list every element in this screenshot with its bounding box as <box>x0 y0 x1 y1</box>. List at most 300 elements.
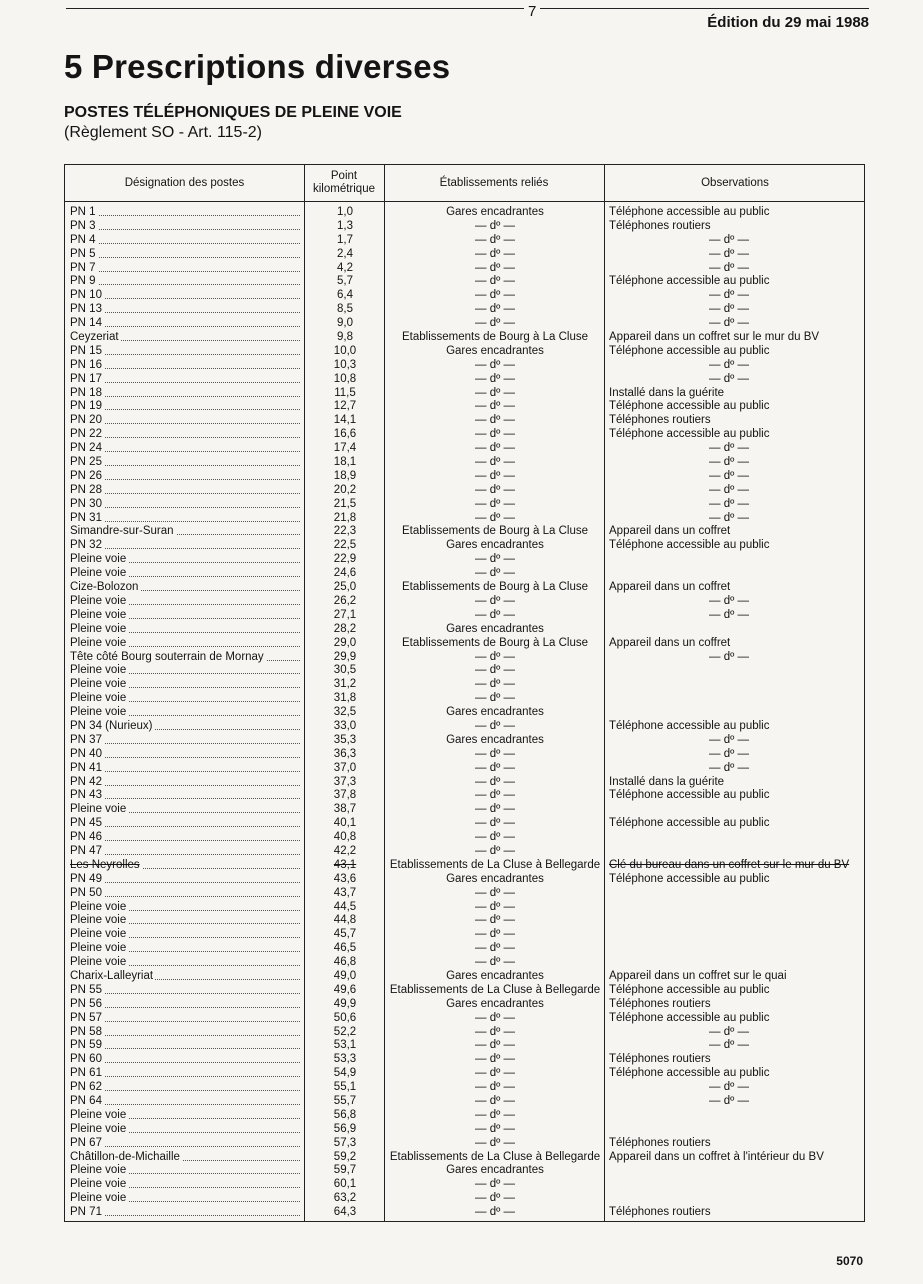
poste-name: Pleine voie <box>70 928 127 941</box>
table-row <box>65 720 864 734</box>
table-row <box>65 303 864 317</box>
poste-name: PN 10 <box>70 289 102 302</box>
point-kilometrique: 64,3 <box>333 1206 357 1219</box>
table-row <box>65 1151 864 1165</box>
point-kilometrique: 10,3 <box>333 358 357 371</box>
table-row <box>65 998 864 1012</box>
leader-dots <box>70 1007 300 1008</box>
etablissements-relies: — dº — <box>475 1178 515 1191</box>
table-row <box>65 595 864 609</box>
point-kilometrique: 9,8 <box>337 331 353 344</box>
etablissements-relies: Établissements de Bourg à La Cluse <box>401 581 589 594</box>
poste-designation <box>70 1151 300 1165</box>
etablissements-relies: — dº — <box>475 261 515 274</box>
observation: — dº — <box>709 469 749 482</box>
point-kilometrique: 12,7 <box>333 400 357 413</box>
etablissements-relies: — dº — <box>475 317 515 330</box>
etablissements-relies: — dº — <box>475 275 515 288</box>
point-kilometrique: 37,8 <box>333 789 357 802</box>
document-code: 5070 <box>836 1254 863 1268</box>
table-row <box>65 887 864 901</box>
poste-designation <box>70 553 300 567</box>
poste-designation <box>70 817 300 831</box>
leader-dots <box>70 326 300 327</box>
etablissements-relies: Établissements de Bourg à La Cluse <box>401 525 589 538</box>
etablissements-relies: — dº — <box>475 1192 515 1205</box>
etablissements-relies: — dº — <box>475 1206 515 1219</box>
etablissements-relies: — dº — <box>475 942 515 955</box>
observation: Téléphone accessible au public <box>609 206 770 218</box>
poste-name: Pleine voie <box>70 1164 127 1177</box>
poste-name: Simandre-sur-Suran <box>70 525 174 538</box>
poste-designation <box>70 1137 300 1151</box>
header-rule <box>66 3 869 20</box>
poste-designation <box>70 706 300 720</box>
table-row <box>65 748 864 762</box>
observation: Téléphone accessible au public <box>609 789 770 802</box>
leader-dots <box>70 507 300 508</box>
leader-dots <box>70 215 300 216</box>
poste-name: PN 61 <box>70 1067 102 1080</box>
header-etablissements: Établissements reliés <box>439 176 549 189</box>
observation <box>609 1109 865 1123</box>
etablissements-relies: — dº — <box>475 1136 515 1149</box>
point-kilometrique: 45,7 <box>333 928 357 941</box>
table-row <box>65 1039 864 1053</box>
table-row <box>65 470 864 484</box>
observation: Téléphone accessible au public <box>609 539 770 552</box>
point-kilometrique: 53,3 <box>333 1053 357 1066</box>
poste-name: PN 25 <box>70 456 102 469</box>
poste-designation <box>70 234 300 248</box>
point-kilometrique: 46,8 <box>333 956 357 969</box>
table-row <box>65 525 864 539</box>
observation <box>609 1164 865 1178</box>
observation: Téléphones routiers <box>609 1136 711 1149</box>
table-body <box>65 206 864 1220</box>
observation: Appareil dans un coffret sur le quai <box>609 969 787 982</box>
table-row <box>65 1192 864 1206</box>
poste-designation <box>70 414 300 428</box>
leader-dots <box>70 1146 300 1147</box>
table-row <box>65 428 864 442</box>
etablissements-relies: — dº — <box>475 1067 515 1080</box>
poste-name: PN 15 <box>70 344 102 357</box>
leader-dots <box>70 493 300 494</box>
observation <box>609 942 865 956</box>
poste-designation <box>70 1123 300 1137</box>
etablissements-relies: — dº — <box>475 1025 515 1038</box>
table-row <box>65 345 864 359</box>
poste-name: PN 41 <box>70 761 102 774</box>
poste-designation <box>70 567 300 581</box>
etablissements-relies: — dº — <box>475 844 515 857</box>
table-row <box>65 373 864 387</box>
leader-dots <box>70 743 300 744</box>
poste-name: PN 57 <box>70 1011 102 1024</box>
observation: — dº — <box>709 1025 749 1038</box>
etablissements-relies: — dº — <box>475 761 515 774</box>
leader-dots <box>70 396 300 397</box>
etablissements-relies: — dº — <box>475 483 515 496</box>
table-row <box>65 789 864 803</box>
etablissements-relies: — dº — <box>475 900 515 913</box>
etablissements-relies: — dº — <box>475 358 515 371</box>
etablissements-relies: — dº — <box>475 247 515 260</box>
poste-designation <box>70 317 300 331</box>
poste-name: PN 59 <box>70 1039 102 1052</box>
poste-name: PN 50 <box>70 886 102 899</box>
poste-designation <box>70 581 300 595</box>
observation <box>609 831 865 845</box>
point-kilometrique: 22,9 <box>333 553 357 566</box>
point-kilometrique: 49,9 <box>333 997 357 1010</box>
observation <box>609 956 865 970</box>
etablissements-relies: Gares encadrantes <box>446 622 544 635</box>
poste-designation <box>70 887 300 901</box>
poste-designation <box>70 956 300 970</box>
table-row <box>65 1206 864 1220</box>
etablissements-relies: — dº — <box>475 692 515 705</box>
table-row <box>65 539 864 553</box>
etablissements-relies: — dº — <box>475 789 515 802</box>
poste-designation <box>70 595 300 609</box>
leader-dots <box>70 840 300 841</box>
table-row <box>65 498 864 512</box>
poste-name: PN 32 <box>70 539 102 552</box>
table-row <box>65 970 864 984</box>
observation <box>609 664 865 678</box>
poste-name: Pleine voie <box>70 678 127 691</box>
point-kilometrique: 54,9 <box>333 1067 357 1080</box>
leader-dots <box>70 312 300 313</box>
observation <box>609 901 865 915</box>
observation: — dº — <box>709 594 749 607</box>
point-kilometrique: 22,3 <box>333 525 357 538</box>
point-kilometrique: 14,1 <box>333 414 357 427</box>
point-kilometrique: 35,3 <box>333 733 357 746</box>
table-row <box>65 581 864 595</box>
point-kilometrique: 9,0 <box>337 317 353 330</box>
point-kilometrique: 10,8 <box>333 372 357 385</box>
observation: — dº — <box>709 733 749 746</box>
observation <box>609 887 865 901</box>
leader-dots <box>70 243 300 244</box>
poste-name: Pleine voie <box>70 803 127 816</box>
poste-name: PN 9 <box>70 275 96 288</box>
poste-designation <box>70 748 300 762</box>
leader-dots <box>70 465 300 466</box>
poste-designation <box>70 1039 300 1053</box>
point-kilometrique: 60,1 <box>333 1178 357 1191</box>
point-kilometrique: 18,1 <box>333 456 357 469</box>
poste-designation <box>70 359 300 373</box>
point-kilometrique: 56,9 <box>333 1122 357 1135</box>
poste-designation <box>70 428 300 442</box>
poste-designation <box>70 637 300 651</box>
poste-name: PN 58 <box>70 1025 102 1038</box>
observation <box>609 1123 865 1137</box>
observation: — dº — <box>709 358 749 371</box>
poste-designation <box>70 845 300 859</box>
leader-dots <box>70 548 300 549</box>
poste-name: PN 46 <box>70 831 102 844</box>
point-kilometrique: 50,6 <box>333 1011 357 1024</box>
poste-designation <box>70 1192 300 1206</box>
postes-table <box>64 164 865 1222</box>
poste-name: Ceyzeriat <box>70 331 119 344</box>
poste-name: PN 7 <box>70 261 96 274</box>
leader-dots <box>70 1062 300 1063</box>
section-title: POSTES TÉLÉPHONIQUES DE PLEINE VOIE <box>64 104 402 121</box>
point-kilometrique: 11,5 <box>334 386 356 399</box>
observation: Appareil dans un coffret <box>609 525 731 538</box>
etablissements-relies: Établissements de La Cluse à Bellegarde <box>389 983 601 996</box>
poste-name: Pleine voie <box>70 608 127 621</box>
leader-dots <box>70 826 300 827</box>
poste-designation <box>70 442 300 456</box>
observation: — dº — <box>709 497 749 510</box>
leader-dots <box>70 771 300 772</box>
etablissements-relies: — dº — <box>475 886 515 899</box>
leader-dots <box>70 854 300 855</box>
point-kilometrique: 16,6 <box>333 428 357 441</box>
etablissements-relies: — dº — <box>475 386 515 399</box>
observation: Téléphone accessible au public <box>609 1067 770 1080</box>
etablissements-relies: — dº — <box>475 650 515 663</box>
point-kilometrique: 55,1 <box>333 1081 357 1094</box>
table-row <box>65 456 864 470</box>
etablissements-relies: — dº — <box>475 567 515 580</box>
point-kilometrique: 31,2 <box>333 678 357 691</box>
table-row <box>65 331 864 345</box>
etablissements-relies: — dº — <box>475 928 515 941</box>
etablissements-relies: — dº — <box>475 1108 515 1121</box>
observation <box>609 623 865 637</box>
table-row <box>65 651 864 665</box>
point-kilometrique: 46,5 <box>333 942 357 955</box>
observation: Téléphones routiers <box>609 997 711 1010</box>
poste-name: Pleine voie <box>70 956 127 969</box>
poste-designation <box>70 248 300 262</box>
page-title: 5 Prescriptions diverses <box>64 48 451 85</box>
poste-name: PN 60 <box>70 1053 102 1066</box>
leader-dots <box>70 271 300 272</box>
table-row <box>65 1164 864 1178</box>
poste-designation <box>70 331 300 345</box>
etablissements-relies: — dº — <box>475 608 515 621</box>
etablissements-relies: Gares encadrantes <box>446 997 544 1010</box>
etablissements-relies: Établissements de Bourg à La Cluse <box>401 331 589 344</box>
table-row <box>65 317 864 331</box>
poste-designation <box>70 789 300 803</box>
table-row <box>65 1026 864 1040</box>
poste-name: PN 5 <box>70 247 96 260</box>
etablissements-relies: — dº — <box>475 400 515 413</box>
poste-name: PN 34 (Nurieux) <box>70 719 153 732</box>
point-kilometrique: 1,7 <box>337 233 353 246</box>
observation: — dº — <box>709 608 749 621</box>
point-kilometrique: 17,4 <box>333 442 357 455</box>
table-row <box>65 664 864 678</box>
point-kilometrique: 20,2 <box>333 483 357 496</box>
observation <box>609 678 865 692</box>
etablissements-relies: — dº — <box>475 831 515 844</box>
point-kilometrique: 63,2 <box>333 1192 357 1205</box>
observation: Téléphone accessible au public <box>609 719 770 732</box>
table-row <box>65 859 864 873</box>
poste-designation <box>70 1164 300 1178</box>
point-kilometrique: 43,6 <box>333 872 357 885</box>
leader-dots <box>70 382 300 383</box>
table-row <box>65 762 864 776</box>
table-row <box>65 1053 864 1067</box>
observation <box>609 567 865 581</box>
poste-designation <box>70 456 300 470</box>
poste-name: PN 37 <box>70 733 102 746</box>
poste-name: PN 55 <box>70 983 102 996</box>
poste-name: Cize-Bolozon <box>70 581 139 594</box>
point-kilometrique: 56,8 <box>333 1108 357 1121</box>
table-row <box>65 873 864 887</box>
poste-name: Pleine voie <box>70 622 127 635</box>
poste-name: PN 4 <box>70 233 96 246</box>
poste-designation <box>70 901 300 915</box>
poste-designation <box>70 762 300 776</box>
header-designation: Désignation des postes <box>124 176 245 189</box>
table-row <box>65 803 864 817</box>
poste-designation <box>70 609 300 623</box>
point-kilometrique: 44,5 <box>333 900 357 913</box>
leader-dots <box>70 257 300 258</box>
poste-designation <box>70 220 300 234</box>
poste-designation <box>70 345 300 359</box>
point-kilometrique: 57,3 <box>333 1136 357 1149</box>
point-kilometrique: 24,6 <box>333 567 357 580</box>
observation: — dº — <box>709 761 749 774</box>
table-row <box>65 678 864 692</box>
observation: Téléphone accessible au public <box>609 400 770 413</box>
observation: — dº — <box>709 247 749 260</box>
etablissements-relies: — dº — <box>475 553 515 566</box>
etablissements-relies: — dº — <box>475 914 515 927</box>
point-kilometrique: 27,1 <box>333 608 357 621</box>
point-kilometrique: 43,7 <box>333 886 357 899</box>
table-row <box>65 734 864 748</box>
poste-designation <box>70 373 300 387</box>
observation: — dº — <box>709 261 749 274</box>
observation: — dº — <box>709 747 749 760</box>
poste-designation <box>70 498 300 512</box>
table-row <box>65 942 864 956</box>
poste-name: PN 16 <box>70 358 102 371</box>
poste-designation <box>70 1095 300 1109</box>
leader-dots <box>70 798 300 799</box>
observation: — dº — <box>709 289 749 302</box>
etablissements-relies: — dº — <box>475 233 515 246</box>
etablissements-relies: — dº — <box>475 1011 515 1024</box>
point-kilometrique: 53,1 <box>333 1039 357 1052</box>
etablissements-relies: — dº — <box>475 497 515 510</box>
leader-dots <box>70 284 300 285</box>
poste-name: PN 67 <box>70 1136 102 1149</box>
poste-name: PN 30 <box>70 497 102 510</box>
table-row <box>65 206 864 220</box>
poste-name: PN 17 <box>70 372 102 385</box>
poste-designation <box>70 400 300 414</box>
page-number: 7 <box>524 3 540 20</box>
observation: — dº — <box>709 650 749 663</box>
poste-designation <box>70 928 300 942</box>
etablissements-relies: Gares encadrantes <box>446 1164 544 1177</box>
etablissements-relies: — dº — <box>475 803 515 816</box>
observation <box>609 1192 865 1206</box>
poste-name: PN 26 <box>70 469 102 482</box>
header-observations: Observations <box>701 176 769 189</box>
point-kilometrique: 6,4 <box>337 289 353 302</box>
poste-name: Pleine voie <box>70 942 127 955</box>
table-row <box>65 275 864 289</box>
observation: Installé dans la guérite <box>609 775 725 788</box>
poste-name: PN 28 <box>70 483 102 496</box>
poste-name: PN 24 <box>70 442 102 455</box>
poste-designation <box>70 387 300 401</box>
observation <box>609 1178 865 1192</box>
leader-dots <box>70 1090 300 1091</box>
table-row <box>65 817 864 831</box>
poste-designation <box>70 525 300 539</box>
observation: Téléphones routiers <box>609 1206 711 1219</box>
etablissements-relies: — dº — <box>475 664 515 677</box>
poste-name: PN 47 <box>70 844 102 857</box>
observation: — dº — <box>709 442 749 455</box>
poste-designation <box>70 984 300 998</box>
poste-designation <box>70 539 300 553</box>
poste-designation <box>70 803 300 817</box>
point-kilometrique: 30,5 <box>333 664 357 677</box>
etablissements-relies: — dº — <box>475 428 515 441</box>
table-row <box>65 609 864 623</box>
point-kilometrique: 43,1 <box>333 858 357 871</box>
poste-name: Charix-Lalleyriat <box>70 969 154 982</box>
point-kilometrique: 52,2 <box>333 1025 357 1038</box>
poste-designation <box>70 831 300 845</box>
poste-name: Pleine voie <box>70 1122 127 1135</box>
observation: — dº — <box>709 511 749 524</box>
observation: Appareil dans un coffret <box>609 636 731 649</box>
poste-name: PN 40 <box>70 747 102 760</box>
poste-name: Pleine voie <box>70 664 127 677</box>
table-row <box>65 414 864 428</box>
etablissements-relies: — dº — <box>475 594 515 607</box>
table-row <box>65 220 864 234</box>
observation <box>609 706 865 720</box>
leader-dots <box>70 1048 300 1049</box>
point-kilometrique: 49,6 <box>333 983 357 996</box>
observation: — dº — <box>709 317 749 330</box>
etablissements-relies: Gares encadrantes <box>446 706 544 719</box>
poste-designation <box>70 206 300 220</box>
etablissements-relies: — dº — <box>475 956 515 969</box>
observation <box>609 928 865 942</box>
observation: — dº — <box>709 303 749 316</box>
observation: Installé dans la guérite <box>609 386 725 399</box>
poste-designation <box>70 970 300 984</box>
observation <box>609 803 865 817</box>
observation: Téléphone accessible au public <box>609 872 770 885</box>
point-kilometrique: 36,3 <box>333 747 357 760</box>
table-row <box>65 623 864 637</box>
